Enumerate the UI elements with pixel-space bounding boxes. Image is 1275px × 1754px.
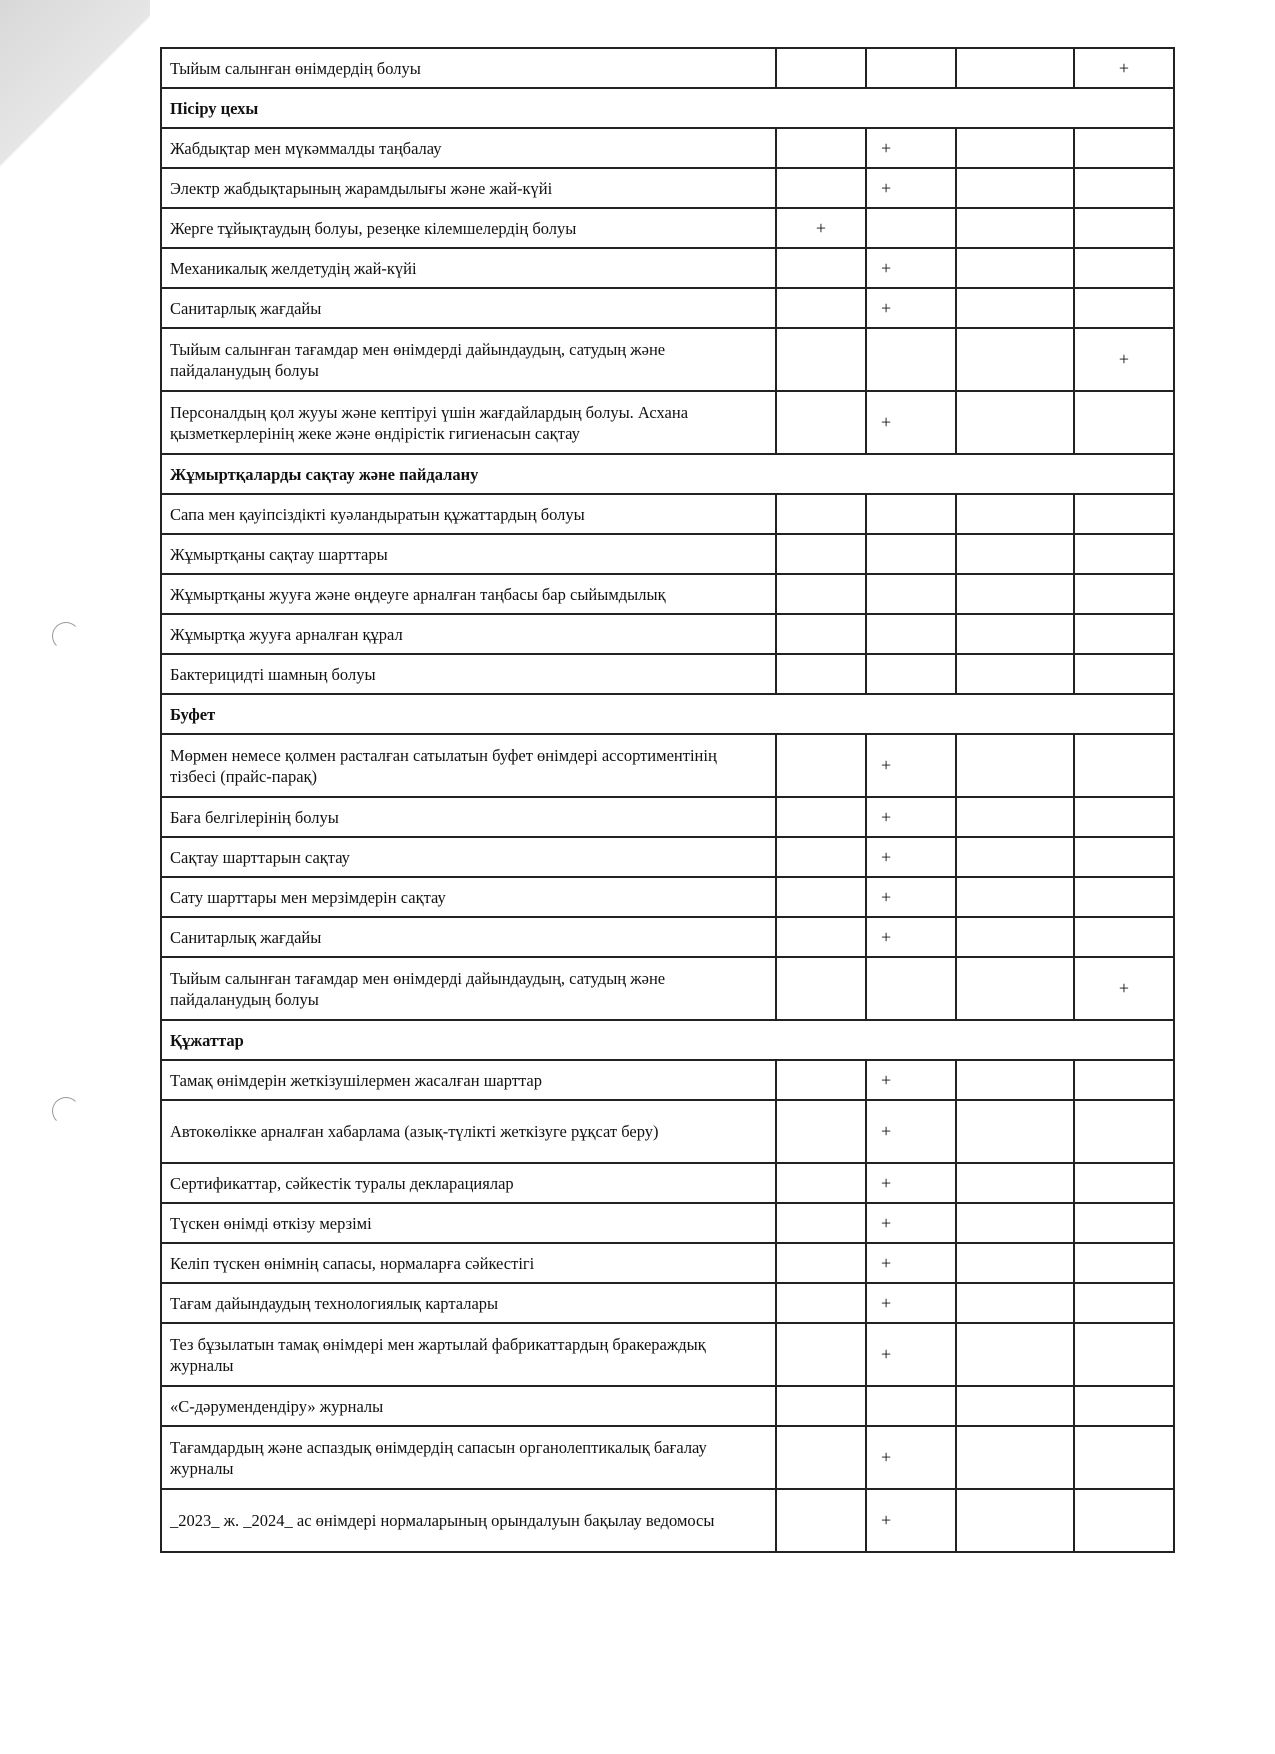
criterion-label: Тағамдардың және аспаздық өнімдердің сапасын органолептикалық бағалау журналы [161,1426,776,1489]
mark-cell-1 [776,1100,866,1163]
mark-cell-4 [1074,391,1174,454]
criterion-label: Баға белгілерінің болуы [161,797,776,837]
mark-cell-3 [956,128,1074,168]
mark-cell-4: + [1074,328,1174,391]
mark-cell-1 [776,534,866,574]
criterion-label: Тез бұзылатын тамақ өнімдері мен жартылай фабрикаттардың бракераждық журналы [161,1323,776,1386]
mark-cell-3 [956,654,1074,694]
mark-cell-3 [956,957,1074,1020]
mark-cell-3 [956,1243,1074,1283]
mark-cell-1 [776,1243,866,1283]
mark-cell-1 [776,1323,866,1386]
mark-cell-3 [956,1203,1074,1243]
checklist-row [161,614,1174,654]
mark-cell-1 [776,48,866,88]
checklist-row [161,534,1174,574]
mark-cell-3 [956,1323,1074,1386]
mark-cell-2 [866,208,956,248]
mark-cell-4 [1074,168,1174,208]
mark-cell-1 [776,574,866,614]
mark-cell-4 [1074,1323,1174,1386]
mark-cell-2: + [866,1100,956,1163]
criterion-label: Тыйым салынған тағамдар мен өнімдерді дайындаудың, сатудың және пайдаланудың болуы [161,957,776,1020]
mark-cell-2 [866,534,956,574]
mark-cell-1 [776,917,866,957]
criterion-label: Сертификаттар, сәйкестік туралы декларациялар [161,1163,776,1203]
criterion-label: Келіп түскен өнімнің сапасы, нормаларға сәйкестігі [161,1243,776,1283]
mark-cell-2: + [866,168,956,208]
checklist-row [161,494,1174,534]
mark-cell-1 [776,957,866,1020]
mark-cell-2 [866,48,956,88]
mark-cell-1 [776,1163,866,1203]
mark-cell-2: + [866,1243,956,1283]
mark-cell-1 [776,494,866,534]
checklist-row [161,328,1174,391]
binder-hole-mark [52,622,80,650]
criterion-label: Жұмыртқаны жууға және өңдеуге арналған таңбасы бар сыйымдылық [161,574,776,614]
mark-cell-1 [776,1426,866,1489]
criterion-label: Санитарлық жағдайы [161,917,776,957]
mark-cell-1 [776,1489,866,1552]
checklist-row [161,48,1174,88]
checklist-body [161,48,1174,1552]
mark-cell-2: + [866,917,956,957]
mark-cell-3 [956,1386,1074,1426]
mark-cell-4 [1074,654,1174,694]
checklist-row [161,917,1174,957]
mark-cell-3 [956,328,1074,391]
mark-cell-1 [776,877,866,917]
checklist-row [161,1100,1174,1163]
criterion-label: Механикалық желдетудің жай-күйі [161,248,776,288]
mark-cell-1 [776,248,866,288]
criterion-label: Жұмыртқаны сақтау шарттары [161,534,776,574]
mark-cell-2 [866,614,956,654]
criterion-label: Санитарлық жағдайы [161,288,776,328]
mark-cell-3 [956,494,1074,534]
mark-cell-2: + [866,1283,956,1323]
mark-cell-3 [956,1489,1074,1552]
criterion-label: «С-дәрумендендіру» журналы [161,1386,776,1426]
section-header-row [161,88,1174,128]
checklist-row [161,837,1174,877]
checklist-row [161,128,1174,168]
checklist-row [161,288,1174,328]
mark-cell-4 [1074,1100,1174,1163]
mark-cell-1 [776,128,866,168]
mark-cell-1 [776,1283,866,1323]
mark-cell-2: + [866,837,956,877]
checklist-row [161,248,1174,288]
mark-cell-4 [1074,1060,1174,1100]
checklist-row [161,797,1174,837]
checklist-row [161,1243,1174,1283]
mark-cell-3 [956,574,1074,614]
mark-cell-4 [1074,288,1174,328]
section-header-row [161,454,1174,494]
mark-cell-3 [956,48,1074,88]
criterion-label: Тыйым салынған өнімдердің болуы [161,48,776,88]
mark-cell-4 [1074,917,1174,957]
section-header-row [161,1020,1174,1060]
checklist-row [161,654,1174,694]
mark-cell-1 [776,1203,866,1243]
mark-cell-3 [956,288,1074,328]
mark-cell-1: + [776,208,866,248]
mark-cell-2 [866,574,956,614]
mark-cell-3 [956,917,1074,957]
binder-hole-mark [52,1097,80,1125]
mark-cell-2 [866,1386,956,1426]
mark-cell-2 [866,957,956,1020]
mark-cell-1 [776,328,866,391]
checklist-row [161,1386,1174,1426]
criterion-label: Түскен өнімді өткізу мерзімі [161,1203,776,1243]
mark-cell-3 [956,797,1074,837]
mark-cell-4 [1074,208,1174,248]
criterion-label: Сақтау шарттарын сақтау [161,837,776,877]
criterion-label: Мөрмен немесе қолмен расталған сатылатын буфет өнімдері ассортиментінің тізбесі (прайс-парақ) [161,734,776,797]
mark-cell-3 [956,1060,1074,1100]
checklist-row [161,1060,1174,1100]
mark-cell-4 [1074,248,1174,288]
checklist-row [161,1283,1174,1323]
mark-cell-2 [866,328,956,391]
checklist-row [161,391,1174,454]
mark-cell-3 [956,391,1074,454]
checklist-row [161,957,1174,1020]
mark-cell-4 [1074,837,1174,877]
checklist-row [161,1203,1174,1243]
section-title: Құжаттар [161,1020,1174,1060]
criterion-label: Электр жабдықтарының жарамдылығы және жай-күйі [161,168,776,208]
checklist-row [161,1323,1174,1386]
mark-cell-4 [1074,1489,1174,1552]
criterion-label: Сату шарттары мен мерзімдерін сақтау [161,877,776,917]
mark-cell-4: + [1074,48,1174,88]
mark-cell-3 [956,1283,1074,1323]
mark-cell-1 [776,168,866,208]
section-title: Жұмыртқаларды сақтау және пайдалану [161,454,1174,494]
mark-cell-1 [776,1060,866,1100]
mark-cell-4 [1074,1243,1174,1283]
mark-cell-2: + [866,1163,956,1203]
checklist-row [161,208,1174,248]
mark-cell-2: + [866,734,956,797]
mark-cell-1 [776,288,866,328]
mark-cell-4 [1074,877,1174,917]
checklist-row [161,574,1174,614]
mark-cell-3 [956,168,1074,208]
mark-cell-4 [1074,614,1174,654]
mark-cell-3 [956,734,1074,797]
mark-cell-2: + [866,391,956,454]
mark-cell-4 [1074,534,1174,574]
mark-cell-3 [956,1426,1074,1489]
section-title: Пісіру цехы [161,88,1174,128]
criterion-label: Автокөлікке арналған хабарлама (азық-түлікті жеткізуге рұқсат беру) [161,1100,776,1163]
mark-cell-4: + [1074,957,1174,1020]
mark-cell-2: + [866,797,956,837]
criterion-label: Тамақ өнімдерін жеткізушілермен жасалған шарттар [161,1060,776,1100]
inspection-checklist-table [160,47,1175,1553]
mark-cell-2: + [866,1323,956,1386]
checklist-row [161,1489,1174,1552]
mark-cell-3 [956,534,1074,574]
mark-cell-2: + [866,248,956,288]
mark-cell-4 [1074,1426,1174,1489]
mark-cell-1 [776,1386,866,1426]
mark-cell-4 [1074,1283,1174,1323]
mark-cell-3 [956,248,1074,288]
checklist-row [161,1163,1174,1203]
mark-cell-2: + [866,1426,956,1489]
mark-cell-2 [866,494,956,534]
mark-cell-2: + [866,1489,956,1552]
criterion-label: Бактерицидті шамның болуы [161,654,776,694]
mark-cell-1 [776,614,866,654]
mark-cell-2: + [866,1060,956,1100]
mark-cell-3 [956,614,1074,654]
mark-cell-4 [1074,1163,1174,1203]
criterion-label: Жұмыртқа жууға арналған құрал [161,614,776,654]
section-title: Буфет [161,694,1174,734]
mark-cell-3 [956,208,1074,248]
mark-cell-1 [776,391,866,454]
mark-cell-4 [1074,494,1174,534]
mark-cell-4 [1074,1203,1174,1243]
section-header-row [161,694,1174,734]
mark-cell-1 [776,654,866,694]
checklist-row [161,1426,1174,1489]
mark-cell-3 [956,1163,1074,1203]
mark-cell-4 [1074,574,1174,614]
mark-cell-3 [956,837,1074,877]
mark-cell-4 [1074,1386,1174,1426]
mark-cell-1 [776,797,866,837]
criterion-label: Персоналдың қол жууы және кептіруі үшін жағдайлардың болуы. Асхана қызметкерлерінің жеке және өндірістік гигиенасын сақтау [161,391,776,454]
mark-cell-2 [866,654,956,694]
mark-cell-4 [1074,797,1174,837]
checklist-row [161,168,1174,208]
mark-cell-3 [956,1100,1074,1163]
criterion-label: Жерге тұйықтаудың болуы, резеңке кілемшелердің болуы [161,208,776,248]
criterion-label: Тыйым салынған тағамдар мен өнімдерді дайындаудың, сатудың және пайдаланудың болуы [161,328,776,391]
criterion-label: _2023_ ж. _2024_ ас өнімдері нормаларының орындалуын бақылау ведомосы [161,1489,776,1552]
mark-cell-3 [956,877,1074,917]
mark-cell-4 [1074,128,1174,168]
checklist-row [161,877,1174,917]
folded-page-corner [0,0,150,215]
mark-cell-2: + [866,128,956,168]
mark-cell-2: + [866,288,956,328]
criterion-label: Жабдықтар мен мүкәммалды таңбалау [161,128,776,168]
criterion-label: Сапа мен қауіпсіздікті куәландыратын құжаттардың болуы [161,494,776,534]
mark-cell-2: + [866,1203,956,1243]
mark-cell-1 [776,734,866,797]
criterion-label: Тағам дайындаудың технологиялық карталары [161,1283,776,1323]
mark-cell-4 [1074,734,1174,797]
mark-cell-1 [776,837,866,877]
mark-cell-2: + [866,877,956,917]
checklist-row [161,734,1174,797]
